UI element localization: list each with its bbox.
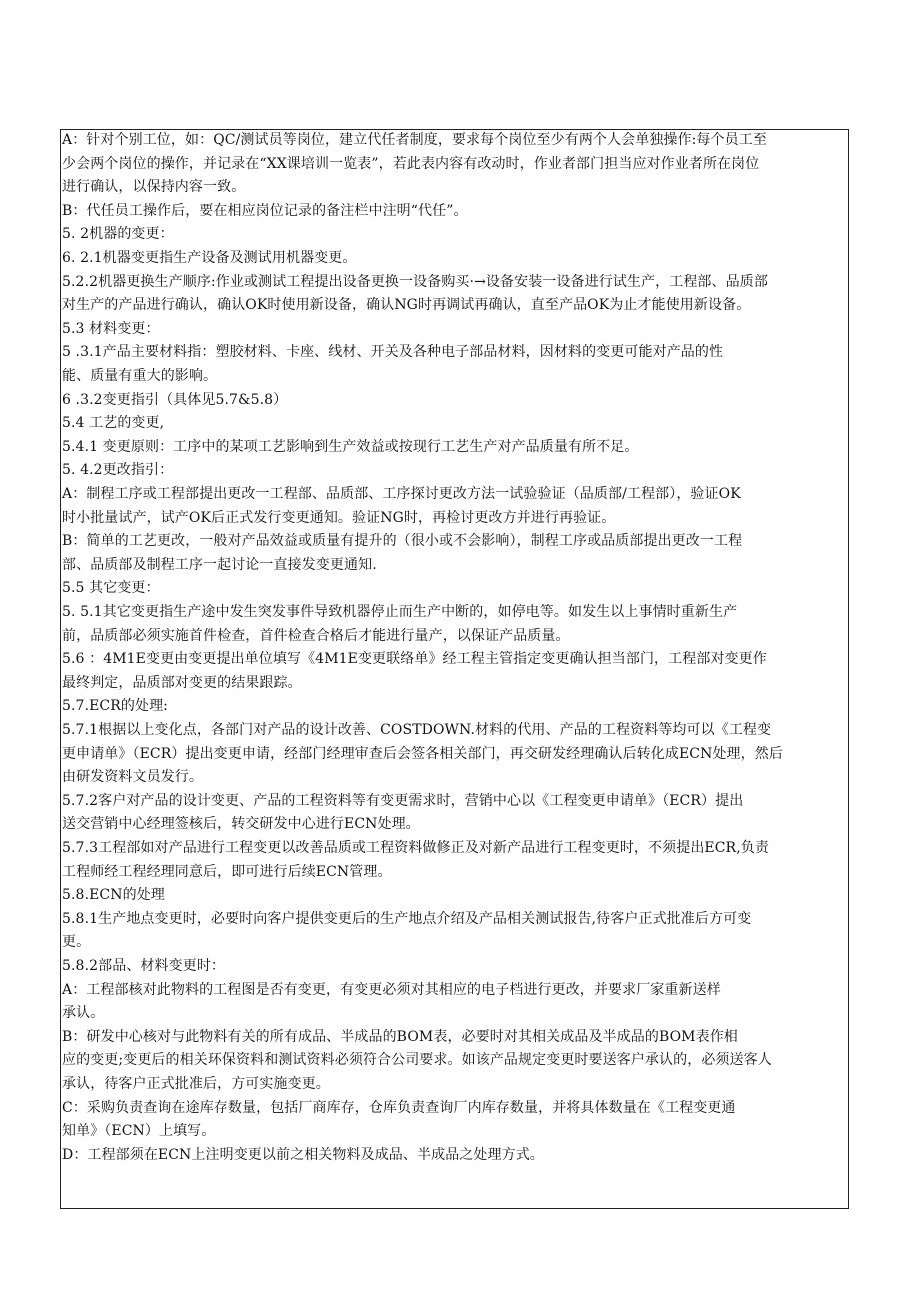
text-line: B：简单的工艺更改，一般对产品效益或质量有提升的（很小或不会影响），制程工序或品质部提出更改一工程: [62, 533, 743, 550]
text-line: 5.8.2部品、材料变更时：: [62, 958, 226, 974]
text-line: 知单》（ECN）上填写。: [62, 1123, 216, 1140]
text-line: 能、质量有重大的影响。: [62, 368, 218, 384]
text-line: 前，品质部必须实施首件检查，首件检查合格后才能进行量产，以保证产品质量。: [62, 627, 570, 644]
text-line: A：制程工序或工程部提出更改一工程部、品质部、工序探讨更改方法一试验验证（品质部/工程部），验证OK: [62, 486, 741, 502]
text-line: 5.4 工艺的变更,: [62, 415, 165, 432]
text-line: 5.4.1 变更原则：工序中的某项工艺影响到生产效益或按现行工艺生产对产品质量有所不足。: [62, 438, 639, 455]
text-line: C：采购负责查询在途库存数量，包括厂商库存，仓库负责查询厂内库存数量，并将具体数量在《工程变更通: [62, 1099, 736, 1116]
text-line: 承认，待客户正式批准后，方可实施变更。: [62, 1076, 330, 1092]
text-line: 5.2.2机器更换生产顺序:作业或测试工程提出设备更换一设备购买·→设备安装一设备进行试生产，工程部、品质部: [62, 273, 768, 290]
text-line: 进行确认，以保持内容一致。: [62, 179, 246, 196]
text-line: 部、品质部及制程工序一起讨论一直接发变更通知.: [62, 556, 377, 573]
text-line: 5.7.1根据以上变化点，各部门对产品的设计改善、COSTDOWN.材料的代用、产品的工程资料等均可以《工程变: [62, 722, 772, 738]
text-line: 5.7.2客户对产品的设计变更、产品的工程资料等有变更需求时，营销中心以《工程变更申请单》（ECR）提出: [62, 792, 744, 809]
text-line: 5 .3.1产品主要材料指：塑胶材料、卡座、线材、开关及各种电子部品材料，因材料的变更可能对产品的性: [62, 344, 724, 361]
text-line: 5.6 ：4M1E变更由变更提出单位填写《4M1E变更联络单》经工程主管指定变更确认担当部门，工程部对变更作: [62, 651, 767, 668]
text-line: 应的变更;变更后的相关环保资料和测试资料必须符合公司要求。如该产品规定变更时要送客户承认的，必须送客人: [62, 1052, 772, 1069]
text-line: 5. 2机器的变更：: [62, 226, 174, 243]
text-line: 6. 2.1机器变更指生产设备及测试用机器变更。: [62, 250, 357, 266]
text-line: 最终判定，品质部对变更的结果跟踪。: [62, 674, 302, 691]
text-line: 5. 5.1其它变更指生产途中发生突发事件导致机器停止而生产中断的，如停电等。如发生以上事情时重新生产: [62, 604, 738, 620]
text-line: 对生产的产品进行确认，确认OK时使用新设备，确认NG时再调试再确认，直至产品OK为止才能使用新设备。: [62, 297, 751, 314]
text-line: 5.3 材料变更：: [62, 320, 160, 337]
text-line: 更申请单》（ECR）提出变更申请，经部门经理审查后会签各相关部门，再交研发经理确认后转化成ECN处理，然后: [62, 745, 783, 762]
text-line: 5.5 其它变更：: [62, 580, 160, 597]
text-line: 5.8.1生产地点变更时，必要时向客户提供变更后的生产地点介绍及产品相关测试报告,待客户正式批准后方可变: [62, 910, 752, 927]
text-line: 承认。: [62, 1005, 105, 1022]
text-line: 5.8.ECN的处理: [62, 887, 165, 904]
text-line: 时小批量试产，试产OK后正式发行变更通知。验证NG时，再检讨更改方并进行再验证。: [62, 509, 616, 526]
text-line: 5.7.ECR的处理:: [62, 698, 169, 715]
text-line: 5. 4.2更改指引：: [62, 462, 174, 479]
text-line: 送交营销中心经理签核后，转交研发中心进行ECN处理。: [62, 816, 420, 833]
text-line: 工程师经工程经理同意后，即可进行后续ECN管理。: [62, 863, 392, 880]
text-line: 由研发资料文员发行。: [62, 769, 203, 786]
text-line: 更。: [62, 934, 91, 951]
text-line: 6 .3.2变更指引（具体见5.7&5.8）: [62, 391, 288, 408]
text-line: B：代任员工操作后，要在相应岗位记录的备注栏中注明“代任”。: [62, 202, 468, 219]
text-line: A：针对个别工位，如：QC/测试员等岗位，建立代任者制度，要求每个岗位至少有两个人会单独操作:每个员工至: [62, 132, 767, 148]
text-line: 5.7.3工程部如对产品进行工程变更以改善品质或工程资料做修正及对新产品进行工程变更时，不须提出ECR,负责: [62, 840, 769, 856]
text-line: B：研发中心核对与此物料有关的所有成品、半成品的BOM表，必要时对其相关成品及半成品的BOM表作相: [62, 1028, 738, 1045]
text-line: 少会两个岗位的操作，并记录在“XX课培训一览表”，若此表内容有改动时，作业者部门担当应对作业者所在岗位: [62, 155, 760, 172]
text-line: A：工程部核对此物料的工程图是否有变更，有变更必须对其相应的电子档进行更改，并要求厂家重新送样: [62, 981, 721, 998]
text-line: D：工程部须在ECN上注明变更以前之相关物料及成品、半成品之处理方式。: [62, 1146, 544, 1163]
